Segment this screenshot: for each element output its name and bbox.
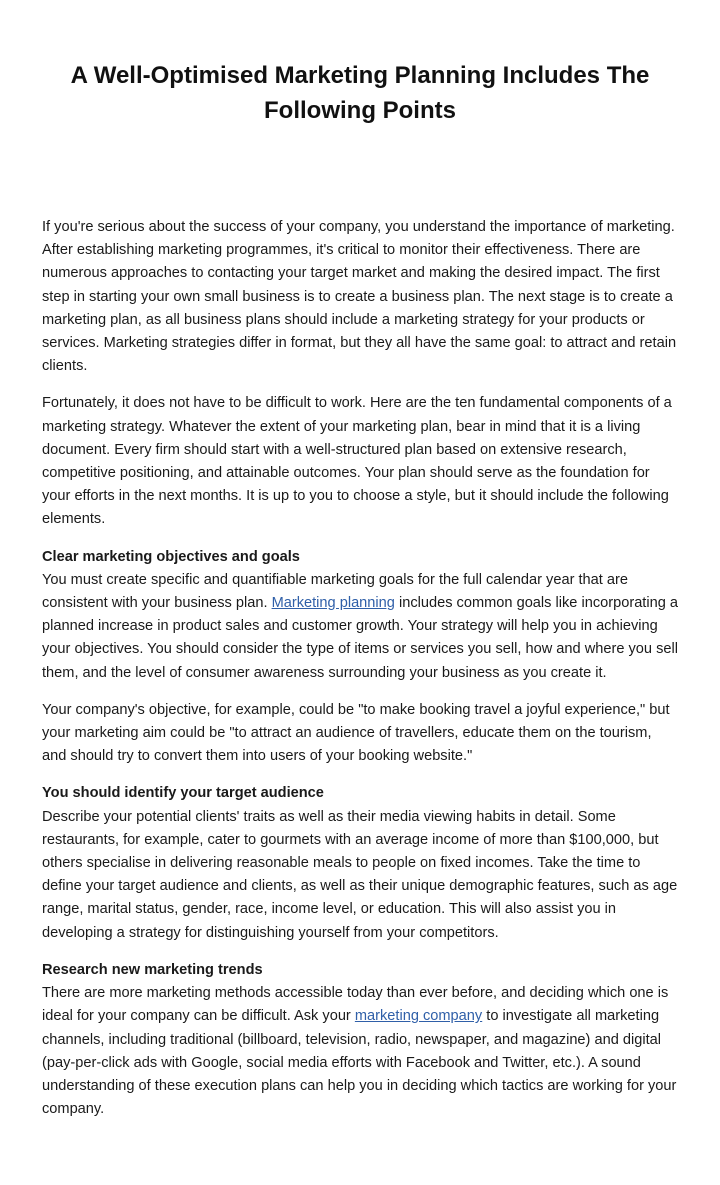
section-audience-heading: You should identify your target audience bbox=[42, 785, 324, 802]
section-trends-text-end: to investigate all marketing channels, including traditional (billboard, television, radio, newspaper, and magazine) and digital (pay-per-click ads with Google, social media efforts with Facebook and Twitter, etc.). A sound understanding of these execution plans can help you in deciding which tactics are working for your company. bbox=[42, 1008, 677, 1118]
article-body bbox=[42, 216, 678, 1121]
section-objectives-text-start: You must create specific and quantifiable marketing goals for the full calendar year that are consistent with your business plan. bbox=[42, 571, 628, 612]
marketing-planning-link[interactable]: Marketing planning bbox=[271, 595, 395, 612]
section-objectives-example: Your company's objective, for example, could be "to make booking travel a joyful experience," but your marketing aim could be "to attract an audience of travellers, educate them on the tourism, and should try to convert them into users of your booking website." bbox=[42, 701, 670, 765]
marketing-company-link[interactable]: marketing company bbox=[354, 1008, 483, 1025]
section-audience-text: Describe your potential clients' traits as well as their media viewing habits in detail. Some restaurants, for example, cater to gourmets with an average income of more than $100,000, but others specialise in delivering reasonable meals to people on fixed incomes. Take the time to define your target audience and clients, as well as their unique demographic features, such as age range, marital status, gender, race, income level, or education. This will also assist you in developing a strategy for distinguishing yourself from your competitors. bbox=[42, 808, 678, 941]
section-trends-heading: Research new marketing trends bbox=[42, 961, 263, 978]
section-trends-text-start: There are more marketing methods accessible today than ever before, and deciding which one is ideal for your company can be difficult. Ask your bbox=[42, 985, 669, 1025]
section-objectives bbox=[42, 546, 678, 685]
section-objectives-heading: Clear marketing objectives and goals bbox=[42, 548, 300, 565]
section-objectives-text-end: includes common goals like incorporating a planned increase in product sales and customer growth. Your strategy will help you in achieving your objectives. You should consider the type of items or services you sell, how and where you sell them, and the level of consumer awareness surrounding your business as you create it. bbox=[42, 595, 679, 681]
intro-paragraph: If you're serious about the success of your company, you understand the importance of marketing. After establishing marketing programmes, it's critical to monitor their effectiveness. There are numerous approaches to contacting your target market and making the desired impact. The first step in starting your own small business is to create a business plan. The next stage is to create a marketing plan, as all business plans should include a marketing strategy for your products or services. Marketing strategies differ in format, but they all have the same goal: to attract and retain clients. bbox=[42, 219, 677, 375]
section-audience bbox=[42, 782, 678, 944]
overview-paragraph: Fortunately, it does not have to be difficult to work. Here are the ten fundamental components of a marketing strategy. Whatever the extent of your marketing plan, bear in mind that it is a living document. Every firm should start with a well-structured plan based on extensive research, competitive positioning, and attainable outcomes. Your plan should serve as the foundation for your efforts in the next months. It is up to you to choose a style, but it should include the following elements. bbox=[42, 395, 672, 528]
section-trends bbox=[42, 959, 678, 1121]
page-title: A Well-Optimised Marketing Planning Includes The Following Points bbox=[70, 62, 650, 124]
